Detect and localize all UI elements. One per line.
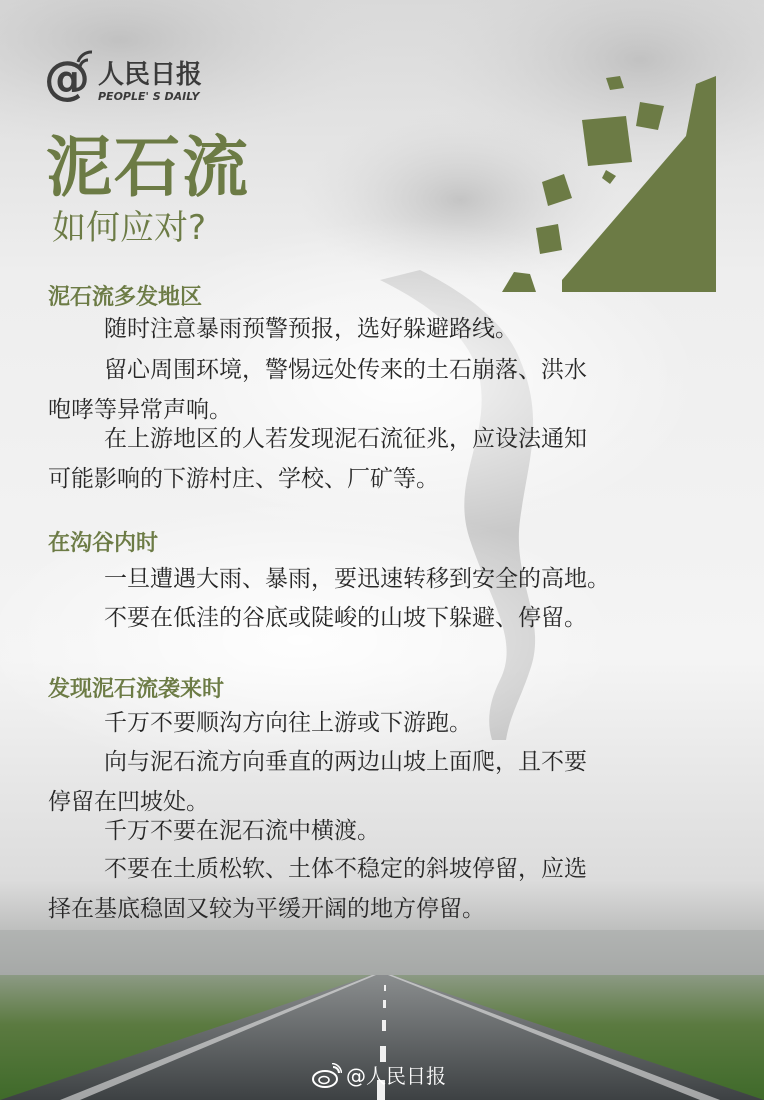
paragraph-line: 千万不要在泥石流中横渡。	[104, 818, 380, 844]
paragraph-line: 千万不要顺沟方向往上游或下游跑。	[104, 710, 472, 736]
paragraph	[48, 598, 708, 638]
landslide-illustration-icon	[496, 74, 726, 300]
section-heading-when-approaching: 发现泥石流袭来时	[48, 677, 225, 702]
weibo-icon	[312, 1063, 342, 1089]
paragraph	[48, 811, 708, 851]
paragraph-line: 咆哮等异常声响。	[48, 397, 232, 423]
paragraph-line: 留心周围环境，警惕远处传来的土石崩落、洪水	[104, 357, 587, 383]
paragraph	[48, 350, 708, 430]
paragraph-line: 不要在土质松软、土体不稳定的斜坡停留，应选	[104, 856, 587, 882]
logo-chinese-name: 人民日报	[98, 60, 203, 90]
paragraph	[48, 703, 708, 743]
paragraph-line: 在上游地区的人若发现泥石流征兆，应设法通知	[104, 426, 587, 452]
paragraph	[48, 849, 708, 929]
peoples-daily-logo	[44, 52, 224, 112]
paragraph-line: 可能影响的下游村庄、学校、厂矿等。	[48, 466, 439, 492]
paragraph	[48, 559, 708, 599]
logo-english-name: PEOPLE' S DAILY	[98, 90, 200, 103]
broadcast-waves-icon	[74, 50, 100, 76]
paragraph-line: 停留在凹坡处。	[48, 789, 209, 815]
logo-at-symbol: @	[44, 51, 90, 105]
paragraph-line: 随时注意暴雨预警预报，选好躲避路线。	[104, 316, 518, 342]
section-heading-in-valley: 在沟谷内时	[48, 531, 159, 556]
section-heading-frequent-areas: 泥石流多发地区	[48, 285, 203, 310]
paragraph-line: 择在基底稳固又较为平缓开阔的地方停留。	[48, 896, 485, 922]
paragraph	[48, 309, 708, 349]
paragraph-line: 不要在低洼的谷底或陡峻的山坡下躲避、停留。	[104, 605, 587, 631]
page-title: 泥石流	[46, 129, 250, 206]
paragraph	[48, 742, 708, 822]
page-subtitle: 如何应对?	[52, 208, 207, 248]
paragraph	[48, 419, 708, 499]
watermark-text: @人民日报	[346, 1064, 446, 1088]
paragraph-line: 向与泥石流方向垂直的两边山坡上面爬，且不要	[104, 749, 587, 775]
paragraph-line: 一旦遭遇大雨、暴雨，要迅速转移到安全的高地。	[104, 566, 610, 592]
